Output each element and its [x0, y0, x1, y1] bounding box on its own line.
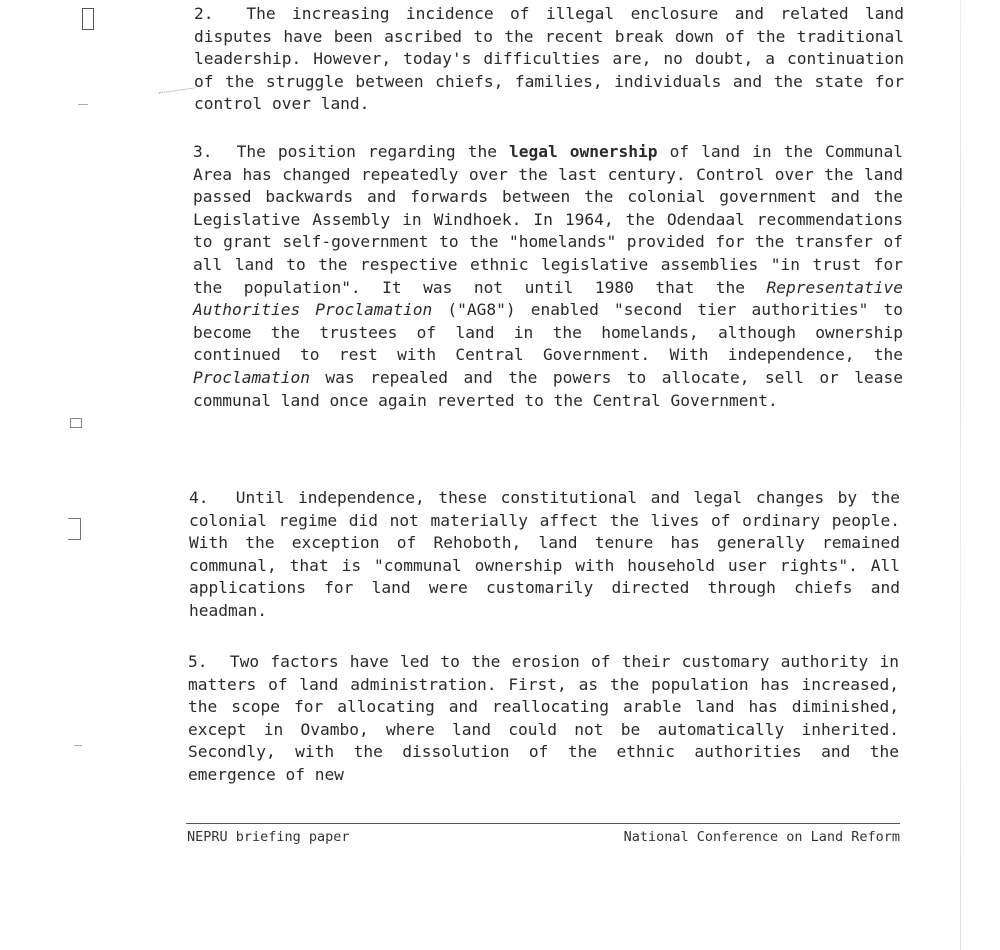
- paragraph-2: [194, 3, 904, 116]
- margin-small-box-mark: [70, 418, 82, 428]
- paragraph-text: The position regarding the: [236, 142, 510, 161]
- paragraph-text: Two factors have led to the erosion of their customary authority in matters of land administration. First, as the population has increased, the scope for allocating and reallocating arable land has diminished, except in Ovambo, where land could not be automatically inherited. Secondly, with the dissolution of the ethnic authorities and the emergence of new: [188, 652, 899, 784]
- paragraph-4: [189, 487, 900, 623]
- margin-pencil-mark: [158, 80, 195, 94]
- paragraph-text: ("AG8") enabled "second tier authorities" to become the trustees of land in the homelands, although ownership continued to rest with Central Government. With independence, the: [193, 300, 903, 365]
- paragraph-3: [193, 141, 903, 412]
- paragraph-number: 4.: [189, 488, 209, 507]
- paragraph-text: The increasing incidence of illegal enclosure and related land disputes have been ascribed to the recent break down of the traditional leadership. However, today's difficulties are, no doubt, a continuation of the struggle between chiefs, families, individuals and the state for control over land.: [194, 4, 905, 114]
- margin-bracket-mark: [68, 518, 81, 540]
- paragraph-text: of land in the Communal Area has changed repeatedly over the last century. Control over the land passed backwards and forwards between the colonial government and the Legislative Assembly in Windhoek. In 1964, the Odendaal recommendations to grant self-government to the "homelands" provided for the transfer of all land to the respective ethnic legislative assemblies "in trust for the population". It was not until 1980 that the: [193, 142, 903, 297]
- bold-term-legal-ownership: legal ownership: [509, 142, 658, 161]
- paragraph-text: was repealed and the powers to allocate, sell or lease communal land once again reverted to the Central Government.: [193, 367, 903, 410]
- footer-left-text: NEPRU briefing paper: [187, 829, 350, 845]
- italic-title-proclamation: Representative Authorities Proclamation: [193, 277, 903, 320]
- margin-dash-mark: [78, 104, 88, 105]
- footer-right-text: National Conference on Land Reform: [623, 829, 900, 845]
- margin-box-mark: [82, 8, 94, 30]
- paragraph-number: 2.: [194, 4, 214, 23]
- italic-proclamation: Proclamation: [193, 367, 310, 387]
- paragraph-5: [188, 651, 899, 787]
- paragraph-text: Until independence, these constitutional and legal changes by the colonial regime did not materially affect the lives of ordinary people. With the exception of Rehoboth, land tenure has generally remained communal, that is "communal ownership with household user rights". All applications for land were customarily directed through chiefs and headman.: [189, 488, 900, 620]
- footer-divider: [186, 823, 900, 824]
- scan-edge-line: [960, 0, 961, 950]
- margin-dash-mark: [74, 745, 82, 746]
- paragraph-number: 5.: [188, 652, 208, 671]
- paragraph-number: 3.: [193, 142, 213, 161]
